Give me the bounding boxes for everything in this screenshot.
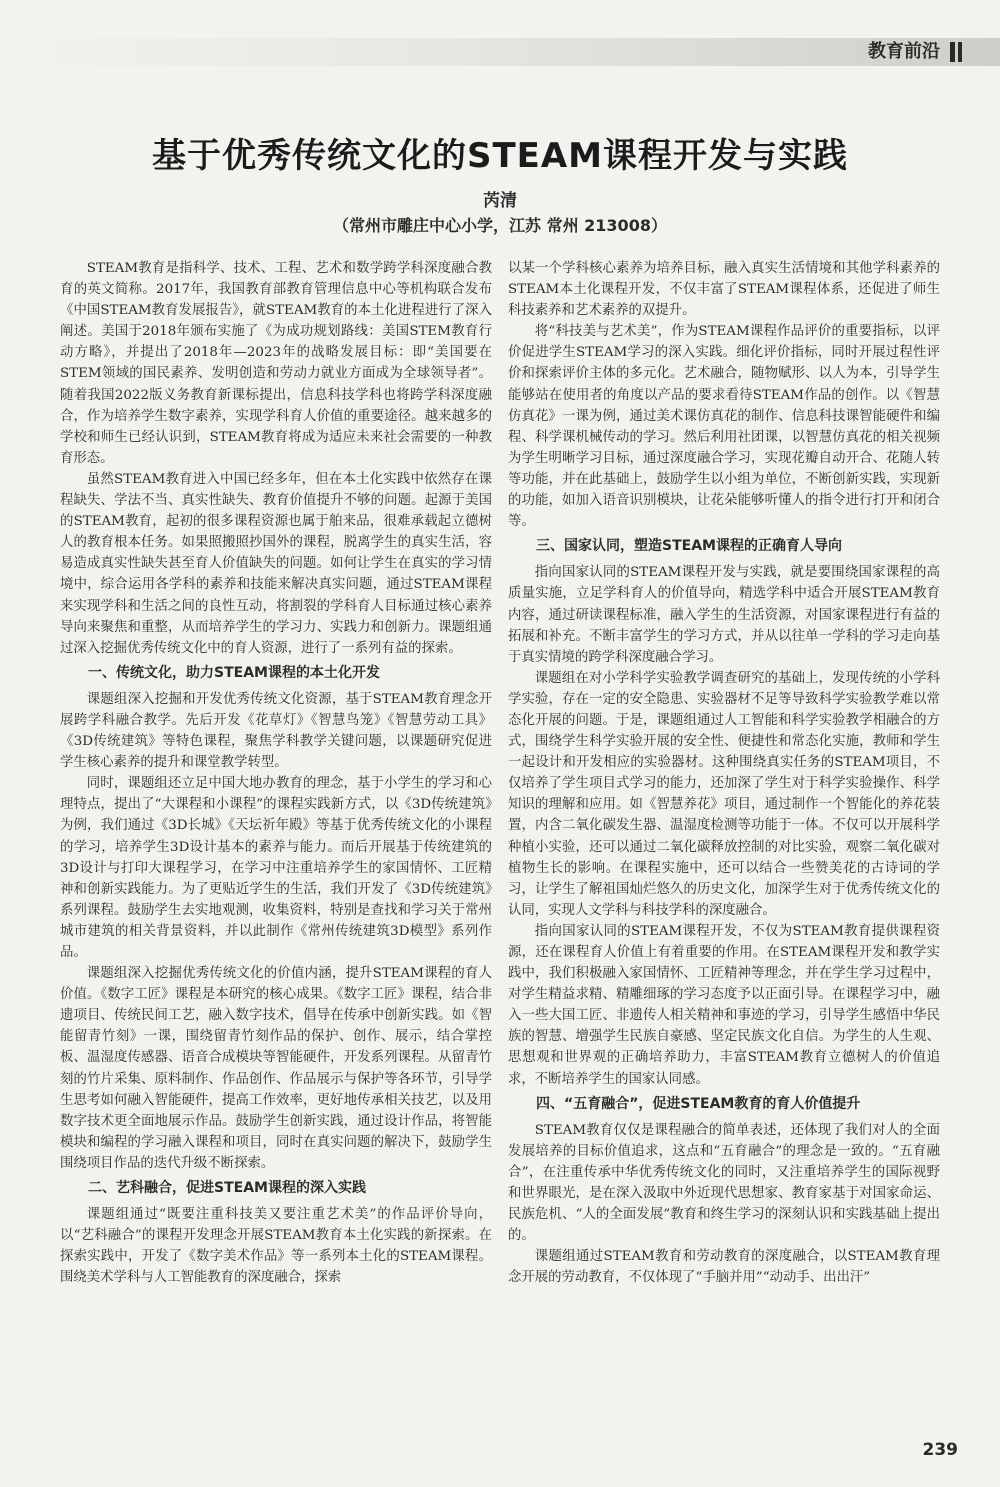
paragraph: 指向国家认同的STEAM课程开发，不仅为STEAM教育提供课程资源，还在课程育人价值上有着重要的作用。在STEAM课程开发和教学实践中，我们积极融入家国情怀、工匠精神等理念，并在学生学习过程中，对学生精益求精、精雕细琢的学习态度予以正面引导。在课程学习中，融入一些大国工匠、非遗传人相关精神和事迹的学习，引导学生感悟中华民族的智慧、增强学生民族自豪感、坚定民族文化自信。为学生的人生观、思想观和世界观的正确培养助力，丰富STEAM教育立德树人的价值追求，不断培养学生的国家认同感。 [508,923,940,1087]
section-label: 教育前沿 [868,41,940,62]
right-column [508,258,940,1289]
paragraph: 将“科技美与艺术美”，作为STEAM课程作品评价的重要指标，以评价促进学生STEAM学习的深入实践。细化评价指标，同时开展过程性评价和探索评价主体的多元化。艺术融合，随物赋形、以人为本，引导学生能够站在使用者的角度以产品的要求看待STEAM作品的创作。以《智慧仿真花》一课为例，通过美术课仿真花的制作、信息科技课智能硬件和编程、科学课机械传动的学习。然后利用社团课，以智慧仿真花的相关视频为学生明晰学习目标，通过深度融合学习，实现花瓣自动开合、花随人转等功能，并在此基础上，鼓励学生以小组为单位，不断创新实践，实现新的功能，如加入语音识别模块，让花朵能够听懂人的指令进行打开和闭合等。 [508,324,940,530]
paragraph: 课题组深入挖掘和开发优秀传统文化资源，基于STEAM教育理念开展跨学科融合教学。先后开发《花草灯》《智慧鸟笼》《智慧劳动工具》《3D传统建筑》等特色课程，聚焦学科教学关键问题，以课题研究促进学生核心素养的提升和课堂教学转型。 [60,691,492,771]
section-bar-icon [950,42,964,62]
paragraph: 指向国家认同的STEAM课程开发与实践，就是要围绕国家课程的高质量实施，立足学科育人的价值导向，精选学科中适合开展STEAM教育内容，通过研读课程标准，融入学生的生活资源，对国家课程进行有益的拓展和补充。不断丰富学生的学习方式，并从以往单一学科的学习走向基于真实情境的跨学科深度融合学习。 [508,565,940,665]
article-affiliation: （常州市雕庄中心小学，江苏 常州 213008） [333,216,667,235]
paragraph: STEAM教育仅仅是课程融合的简单表述，还体现了我们对人的全面发展培养的目标价值追求，这点和“五育融合”的理念是一致的。“五育融合”，在注重传承中华优秀传统文化的同时，又注重培养学生的国际视野和世界眼光，是在深入汲取中外近现代思想家、教育家基于对国家命运、民族危机、“人的全面发展”教育和终生学习的深刻认识和实践基础上提出的。 [508,1122,940,1244]
article-title: 基于优秀传统文化的STEAM课程开发与实践 [151,136,849,176]
paragraph: 以某一个学科核心素养为培养目标，融入真实生活情境和其他学科素养的STEAM本土化课程开发，不仅丰富了STEAM课程体系，还促进了师生科技素养和艺术素养的双提升。 [508,261,940,319]
header-band [0,38,1000,66]
paragraph: 课题组通过“既要注重科技美又要注重艺术美”的作品评价导向，以“艺科融合”的课程开发理念开展STEAM教育本土化实践的新探索。在探索实践中，开发了《数字美术作品》等一系列本土化的STEAM课程。围绕美术学科与人工智能教育的深度融合，探索 [60,1207,492,1286]
paragraph: STEAM教育是指科学、技术、工程、艺术和数学跨学科深度融合教育的英文简称。2017年，我国教育部教育管理信息中心等机构联合发布《中国STEAM教育发展报告》，就STEAM教育的本土化进程进行了深入阐述。美国于2018年颁布实施了《为成功规划路线：美国STEM教育行动方略》，并提出了2018年—2023年的战略发展目标：即“美国要在STEM领域的国民素养、发明创造和劳动力就业方面成为全球领导者”。随着我国2022版义务教育新课标提出，信息科技学科也将跨学科深度融合，作为培养学生数字素养，实现学科育人价值的重要途径。越来越多的学校和师生已经认识到，STEAM教育将成为适应未来社会需要的一种教育形态。 [60,261,492,466]
page-number: 239 [922,1440,958,1460]
paragraph: 课题组深入挖掘优秀传统文化的价值内涵，提升STEAM课程的育人价值。《数字工匠》课程是本研究的核心成果。《数字工匠》课程，结合非遗项目、传统民间工艺，融入数字技术，倡导在传承中创新实践。如《智能留青竹刻》一课，围绕留青竹刻作品的保护、创作、展示，结合掌控板、温湿度传感器、语音合成模块等智能硬件，开发系列课程。从留青竹刻的竹片采集、原料制作、作品创作、作品展示与保护等各环节，引导学生思考如何融入智能硬件，提高工作效率，更好地传承相关技艺，以及用数字技术更全面地展示作品。鼓励学生创新实践，通过设计作品，将智能模块和编程的学习融入课程和项目，同时在真实问题的解决下，鼓励学生围绕项目作品的迭代升级不断探索。 [60,966,492,1171]
paragraph: 课题组通过STEAM教育和劳动教育的深度融合，以STEAM教育理念开展的劳动教育，不仅体现了“手脑并用”“动动手、出出汗” [508,1249,940,1286]
left-column [60,258,492,1289]
section-heading-4: 四、“五育融合”，促进STEAM教育的育人价值提升 [536,1095,861,1112]
paragraph: 同时，课题组还立足中国大地办教育的理念，基于小学生的学习和心理特点，提出了“大课程和小课程”的课程实践新方式，以《3D传统建筑》为例，我们通过《3D长城》《天坛祈年殿》等基于优秀传统文化的小课程的学习，培养学生3D设计基本的素养与能力。而后开展基于传统建筑的3D设计与打印大课程学习，在学习中注重培养学生的家国情怀、工匠精神和创新实践能力。为了更贴近学生的生活，我们开发了《3D传统建筑》系列课程。鼓励学生去实地观测，收集资料，特别是查找和学习关于常州城市建筑的相关背景资料，并以此制作《常州传统建筑3D模型》系列作品。 [60,776,492,960]
article-author: 芮清 [483,191,517,211]
section-heading-3: 三、国家认同，塑造STEAM课程的正确育人导向 [536,538,842,555]
section-heading-1: 一、传统文化，助力STEAM课程的本土化开发 [88,664,380,681]
section-heading-2: 二、艺科融合，促进STEAM课程的深入实践 [88,1180,366,1197]
paragraph: 课题组在对小学科学实验教学调查研究的基础上，发现传统的小学科学实验，存在一定的安全隐患、实验器材不足等导致科学实验教学难以常态化开展的问题。于是，课题组通过人工智能和科学实验教学相融合的方式，围绕学生科学实验开展的安全性、便捷性和常态化实施，教师和学生一起设计和开发相应的实验器材。这种围绕真实任务的STEAM项目，不仅培养了学生项目式学习的能力，还加深了学生对于科学实验操作、科学知识的理解和应用。如《智慧养花》项目，通过制作一个智能化的养花装置，内含二氧化碳发生器、温湿度检测等功能于一体。不仅可以开展科学种植小实验，还可以通过二氧化碳释放控制的对比实验，观察二氧化碳对植物生长的影响。在课程实施中，还可以结合一些赞美花的古诗词的学习，让学生了解祖国灿烂悠久的历史文化，加深学生对于优秀传统文化的认同，实现人文学科与科技学科的深度融合。 [508,670,940,918]
paragraph: 虽然STEAM教育进入中国已经多年，但在本土化实践中依然存在课程缺失、学法不当、真实性缺失、教育价值提升不够的问题。起源于美国的STEAM教育，起初的很多课程资源也属于舶来品，很难承载起立德树人的教育根本任务。如果照搬照抄国外的课程，脱离学生的真实生活，容易造成真实性缺失甚至育人价值缺失的问题。如何让学生在真实的学习情境中，综合运用各学科的素养和技能来解决真实问题，通过STEAM课程来实现学科和生活之间的良性互动，将割裂的学科育人目标通过核心素养导向来聚焦和重整，从而培养学生的学习力、实践力和创新力。课题组通过深入挖掘优秀传统文化中的育人资源，进行了一系列有益的探索。 [60,471,492,656]
